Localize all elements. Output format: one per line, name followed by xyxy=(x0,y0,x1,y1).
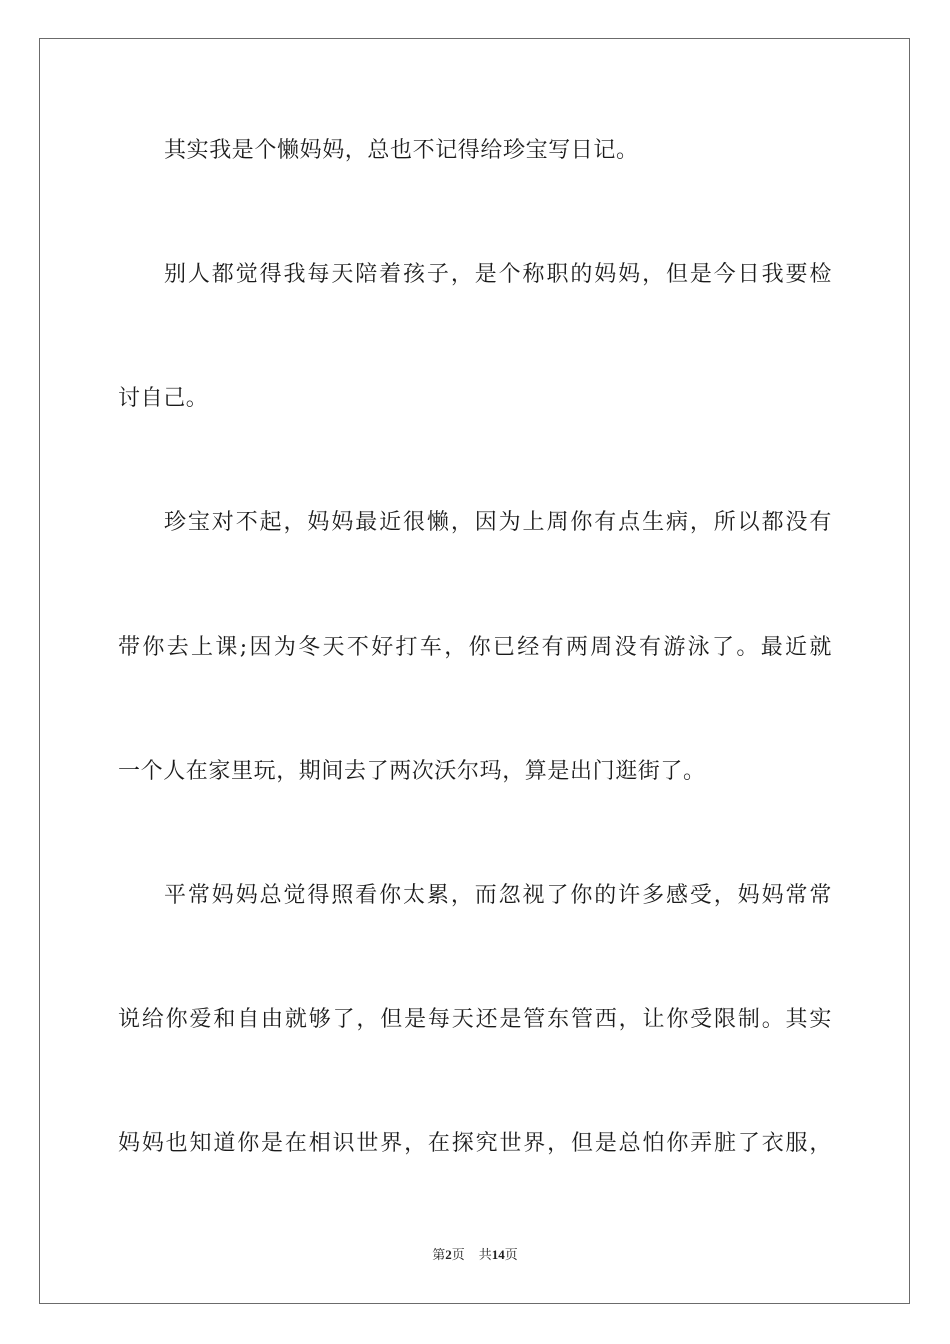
paragraph-4-line-2: 说给你爱和自由就够了，但是每天还是管东管西，让你受限制。其实 xyxy=(118,1007,832,1032)
page-number: 2 xyxy=(445,1247,452,1262)
paragraph-2-line-2: 讨自己。 xyxy=(118,386,209,411)
paragraph-1-line-1: 其实我是个懒妈妈，总也不记得给珍宝写日记。 xyxy=(164,138,639,163)
paragraph-3-line-3: 一个人在家里玩，期间去了两次沃尔玛，算是出门逛街了。 xyxy=(118,759,706,784)
total-prefix: 共 xyxy=(478,1247,492,1262)
paragraph-2-line-1: 别人都觉得我每天陪着孩子，是个称职的妈妈，但是今日我要检 xyxy=(164,262,832,287)
page-prefix: 第 xyxy=(432,1247,446,1262)
total-pages: 14 xyxy=(491,1247,505,1262)
paragraph-3-line-2: 带你去上课;因为冬天不好打车，你已经有两周没有游泳了。最近就 xyxy=(118,635,832,660)
page-footer xyxy=(0,1246,950,1264)
paragraph-4-line-1: 平常妈妈总觉得照看你太累，而忽视了你的许多感受，妈妈常常 xyxy=(164,883,832,908)
paragraph-3-line-1: 珍宝对不起，妈妈最近很懒，因为上周你有点生病，所以都没有 xyxy=(164,510,832,535)
total-suffix: 页 xyxy=(504,1247,518,1262)
page-suffix: 页 xyxy=(451,1247,465,1262)
paragraph-4-line-3: 妈妈也知道你是在相识世界，在探究世界，但是总怕你弄脏了衣服， xyxy=(118,1131,832,1156)
page-border xyxy=(39,38,910,1304)
